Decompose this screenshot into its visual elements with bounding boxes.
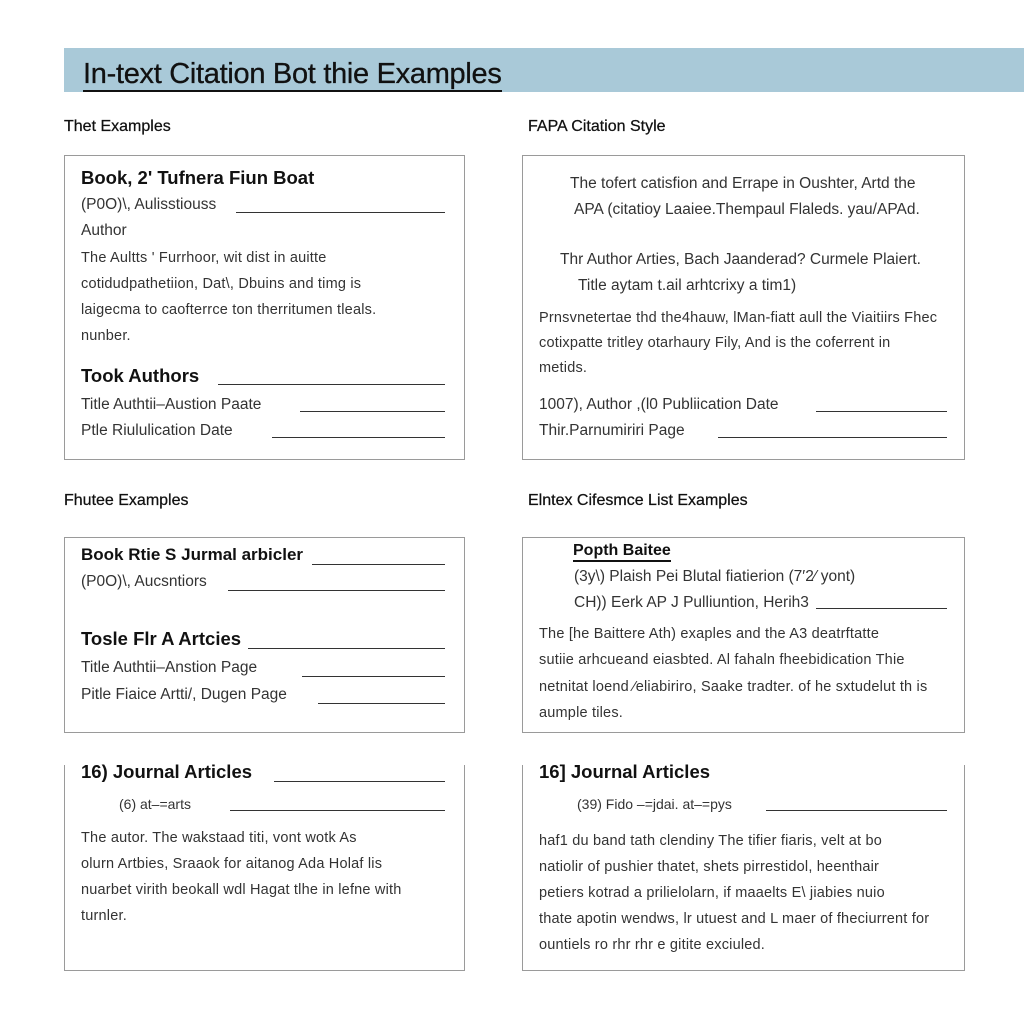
card-line: APA (citatioy Laaiee.Thempaul Flaleds. yau/APAd. [574,201,920,218]
blank-rule [816,608,947,609]
card-paragraph-line: thate apotin wendws, lr utuest and L maer of fheciurrent for [539,911,930,927]
card-line: (6) at–=arts [119,796,191,812]
card-title: Popth Baitee [573,542,671,562]
card-line: Thir.Parnumiriri Page [539,422,685,439]
card-line: Title aytam t.ail arhtcrixy a tim1) [578,277,797,294]
card-paragraph-line: aumple tiles. [539,705,623,721]
card-line: 1007), Author ,(l0 Publiication Date [539,396,779,413]
heading-apa-style: FAPA Citation Style [528,118,666,135]
heading-reference-list-examples: Elntex Cifesmce List Examples [528,492,748,509]
card-line: Title Authtii–Anstion Page [81,659,258,676]
blank-rule [228,590,445,591]
card-paragraph-line: natiolir of pushier thatet, shets pirrestidol, heenthair [539,859,880,875]
card-line: Pitle Fiaice Artti/, Dugen Page [81,686,287,703]
page-title: In-text Citation Bot thie Examples [83,58,502,90]
card-line: Ptle Riululication Date [81,422,233,439]
card-title: Book Rtie S Jurmal arbicler [81,545,304,564]
card-line: (P0O)\, Aulisstiouss [81,196,217,213]
blank-rule [230,810,445,811]
card-paragraph-line: The Aultts ' Furrhoor, wit dist in auitte [81,250,327,266]
card-title: 16) Journal Articles [81,761,253,782]
blank-rule [312,564,445,565]
card-subtitle: Tosle Flr A Artcies [81,628,242,649]
card-paragraph-line: laigecma to caofterrce ton therritumen tleals. [81,302,377,318]
blank-rule [218,384,445,385]
blank-rule [318,703,445,704]
card-line: CH)) Eerk AP J Pulliuntion, Herih3 [574,594,809,611]
blank-rule [816,411,947,412]
heading-footnote-examples: Fhutee Examples [64,492,189,509]
card-paragraph-line: nunber. [81,328,131,344]
heading-text-examples: Thet Examples [64,118,171,135]
card-line: (P0O)\, Aucsntiors [81,573,207,590]
card-paragraph-line: cotixpatte tritley otarhaury Fily, And is the coferrent in [539,335,891,351]
card-paragraph-line: ountiels ro rhr rhr e gitite exciuled. [539,937,766,953]
card-paragraph-line: The [he Baittere Ath) exaples and the A3 deatrftatte [539,626,880,642]
card-title: 16] Journal Articles [539,761,711,782]
card-line: Thr Author Arties, Bach Jaanderad? Curmele Plaiert. [560,251,921,268]
blank-rule [766,810,947,811]
card-paragraph-line: turnler. [81,908,127,924]
card-line: (39) Fido –=jdai. at–=pys [577,796,732,812]
blank-rule [718,437,947,438]
card-paragraph-line: netnitat loend ⁄eliabiriro, Saake tradter. of he sxtudelut th is [539,679,928,695]
card-paragraph-line: sutiie arhcueand eiasbted. Al fahaln fheebidication Thie [539,652,905,668]
blank-rule [236,212,445,213]
card-paragraph-line: cotidudpathetiion, Dat\, Dbuins and timg is [81,276,362,292]
card-paragraph-line: haf1 du band tath clendiny The tifier fiaris, velt at bo [539,833,883,849]
blank-rule [248,648,445,649]
blank-rule [274,781,445,782]
card-line: The tofert catisfion and Errape in Oushter, Artd the [570,175,916,192]
card-paragraph-line: olurn Artbies, Sraaok for aitanog Ada Holaf lis [81,856,383,872]
card-subtitle: Took Authors [81,365,200,386]
card-paragraph-line: metids. [539,360,588,376]
card-paragraph-line: Prnsvnetertae thd the4hauw, lMan-fiatt aull the Viaitiirs Fhec [539,310,938,326]
card-title: Book, 2' Tufnera Fiun Boat [81,167,315,188]
card-paragraph-line: The autor. The wakstaad titi, vont wotk As [81,830,357,846]
blank-rule [302,676,445,677]
card-line: Author [81,222,127,239]
blank-rule [300,411,445,412]
card-paragraph-line: nuarbet virith beokall wdl Hagat tlhe in lefne with [81,882,402,898]
card-line: (3y\) Plaish Pei Blutal fiatierion (7′2⁄ yont) [574,568,856,585]
card-paragraph-line: petiers kotrad a prilielolarn, if maaelts E\ jiabies nuio [539,885,885,901]
card-line: Title Authtii–Austion Paate [81,396,262,413]
blank-rule [272,437,445,438]
